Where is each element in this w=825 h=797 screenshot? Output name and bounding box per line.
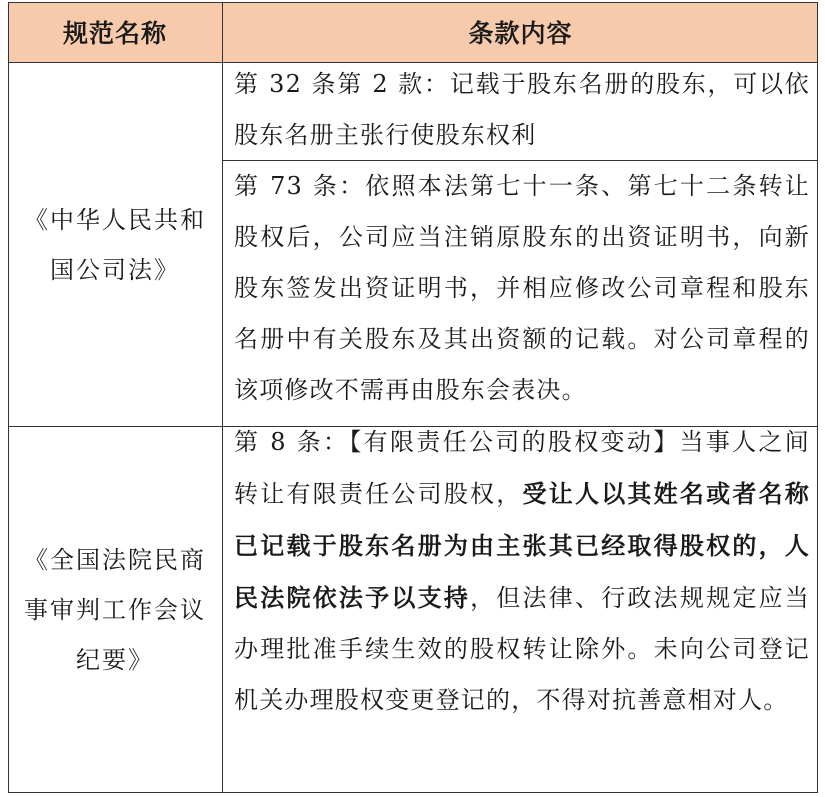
regulation-name-cell [8, 63, 222, 426]
regulation-name-cell [8, 427, 222, 793]
clause-text: 第 32 条第 2 款：记载于股东名册的股东，可以依股东名册主张行使股东权利 [234, 70, 810, 149]
clause-bold-text: 受让人以其姓名或者名称已记载于股东名册为由主张其已经取得股权的，人民法院依法予以支持 [234, 479, 810, 612]
header-content [223, 2, 818, 62]
table-border [8, 2, 9, 793]
clause-text: 第 8 条：【有限责任公司的股权变动】当事人之间转让有限责任公司股权，受让人以其姓名或者名称已记载于股东名册为由主张其已经取得股权的，人民法院依法予以支持，但法律、行政法规规定应当办理批准手续生效的股权转让除外。未向公司登记机关办理股权变更登记的，不得对抗善意相对人。 [234, 428, 810, 714]
header-name [8, 2, 222, 62]
header-name-label: 规范名称 [62, 19, 167, 48]
table-border [8, 2, 818, 3]
table-border [8, 792, 818, 793]
regulation-name: 《中华人民共和国公司法》 [24, 205, 206, 284]
table-border [817, 2, 818, 793]
regulation-name: 《全国法院民商事审判工作会议纪要》 [24, 546, 206, 674]
table-divider [222, 2, 223, 793]
header-content-label: 条款内容 [468, 19, 573, 48]
table-divider [223, 160, 818, 161]
regulation-table [8, 2, 818, 793]
table-divider [8, 426, 818, 427]
clause-text: 第 73 条：依照本法第七十一条、第七十二条转让股权后，公司应当注销原股东的出资证明书，向新股东签发出资证明书，并相应修改公司章程和股东名册中有关股东及其出资额的记载。对公司章程的该项修改不需再由股东会表决。 [234, 172, 810, 404]
table-divider [8, 62, 818, 63]
